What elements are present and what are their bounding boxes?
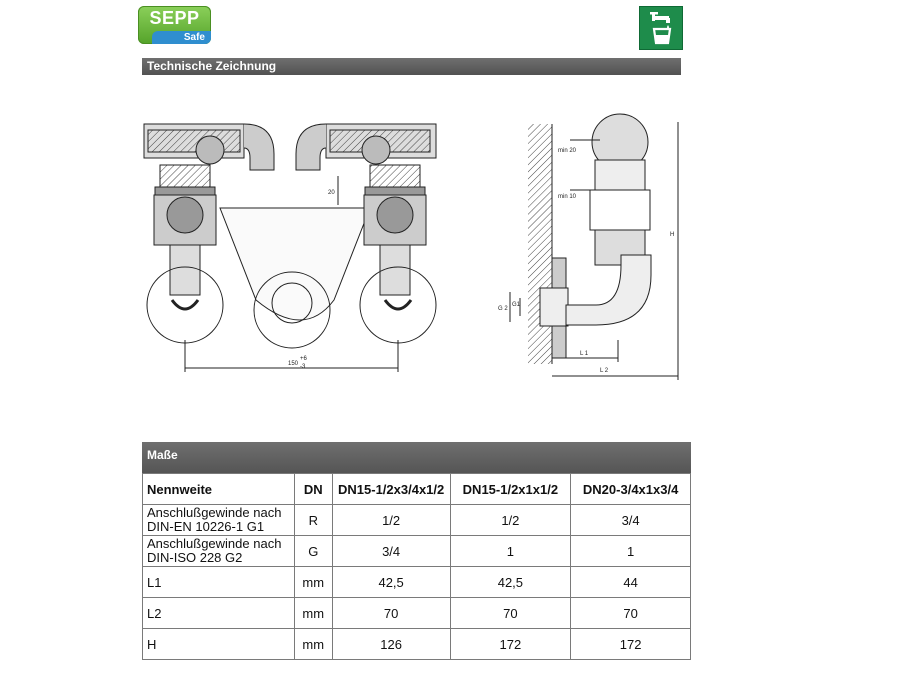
drinking-water-tap-icon [639, 6, 683, 50]
logo-sub-text: Safe [152, 31, 211, 44]
dim-min20-label: min 20 [558, 148, 577, 154]
row-value-2: 70 [450, 598, 571, 629]
row-label: H [143, 629, 295, 660]
row-label [143, 536, 295, 567]
row-value-2: 1/2 [450, 505, 571, 536]
table-header-row [143, 474, 691, 505]
row-label-line1: Anschlußgewinde nach [147, 505, 282, 520]
row-label-line2: DIN-EN 10226-1 G1 [147, 519, 265, 534]
row-value-1: 1/2 [332, 505, 450, 536]
dim-l1-label: L 1 [580, 351, 589, 357]
row-value-3: 172 [571, 629, 691, 660]
row-label-line2: DIN-ISO 228 G2 [147, 550, 243, 565]
dim-spacing-tol-bottom: -3 [300, 364, 306, 370]
row-value-1: 126 [332, 629, 450, 660]
dimensions-table [142, 473, 691, 660]
dim-h-label: H [670, 232, 675, 238]
header-dn: DN [294, 474, 332, 505]
row-unit: mm [294, 598, 332, 629]
dim-l2-label: L 2 [600, 368, 609, 374]
technical-drawing-header: Technische Zeichnung [142, 58, 681, 75]
row-label: L1 [143, 567, 295, 598]
header-variant-1: DN15-1/2x3/4x1/2 [332, 474, 450, 505]
center-funnel-drawing [220, 208, 370, 348]
side-view-drawing [510, 114, 678, 380]
row-value-2: 1 [450, 536, 571, 567]
dimensions-table-section [142, 442, 691, 660]
dim-spacing-label: 150 [288, 361, 299, 367]
row-label: L2 [143, 598, 295, 629]
row-unit: R [294, 505, 332, 536]
row-label-line1: Anschlußgewinde nach [147, 536, 282, 551]
row-value-3: 3/4 [571, 505, 691, 536]
row-value-3: 70 [571, 598, 691, 629]
row-value-2: 172 [450, 629, 571, 660]
row-unit: mm [294, 629, 332, 660]
row-value-1: 70 [332, 598, 450, 629]
row-value-1: 42,5 [332, 567, 450, 598]
row-value-3: 1 [571, 536, 691, 567]
technical-drawing [130, 110, 690, 390]
dim-g1-label: G1 [512, 302, 521, 308]
table-row [143, 505, 691, 536]
dim-offset-label: 20 [328, 190, 335, 196]
table-row [143, 629, 691, 660]
row-value-2: 42,5 [450, 567, 571, 598]
table-row [143, 567, 691, 598]
row-value-1: 3/4 [332, 536, 450, 567]
row-unit: mm [294, 567, 332, 598]
row-unit: G [294, 536, 332, 567]
sepp-safe-logo [138, 6, 211, 44]
row-label [143, 505, 295, 536]
table-row [143, 536, 691, 567]
table-row [143, 598, 691, 629]
header-variant-3: DN20-3/4x1x3/4 [571, 474, 691, 505]
dimensions-table-title: Maße [142, 442, 691, 473]
dim-min10-label: min 10 [558, 194, 577, 200]
header-variant-2: DN15-1/2x1x1/2 [450, 474, 571, 505]
row-value-3: 44 [571, 567, 691, 598]
logo-main-text: SEPP [149, 8, 200, 28]
dim-g2-label: G 2 [498, 306, 508, 312]
dim-spacing-tol-top: +6 [300, 356, 307, 362]
header-nennweite: Nennweite [143, 474, 295, 505]
